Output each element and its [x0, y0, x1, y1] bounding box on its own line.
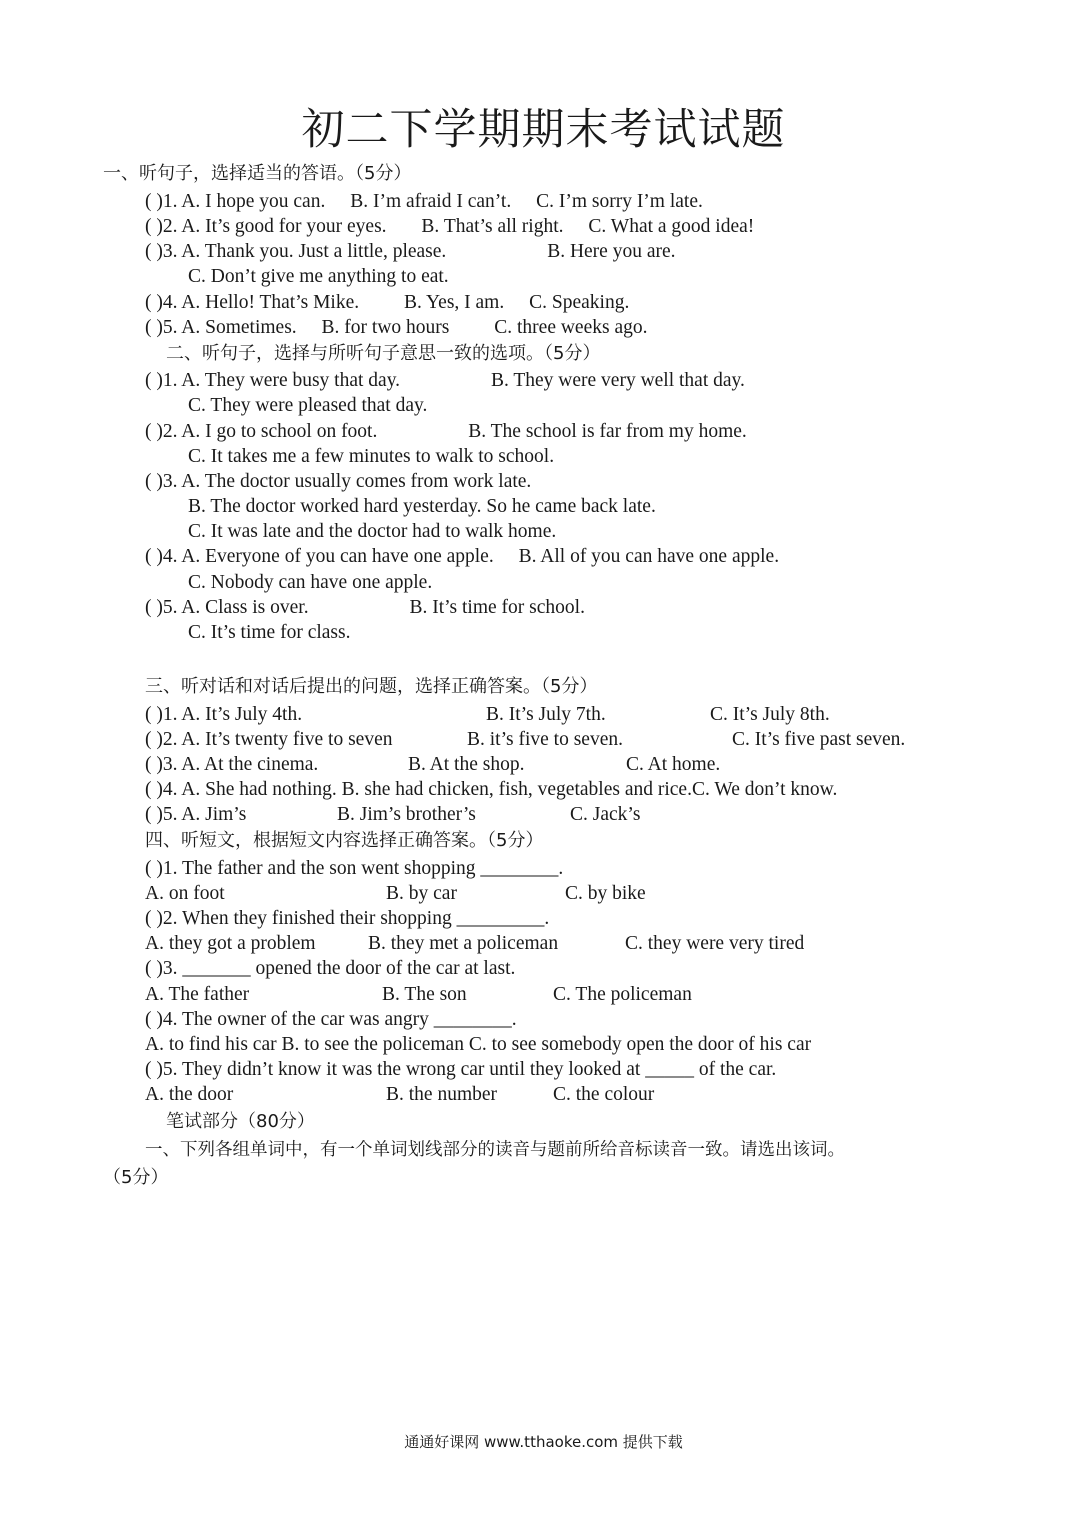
- part1-q5: [145, 317, 648, 339]
- part4-q5: ( )5. They didn’t know it was the wrong car until they looked at _____ of the car.: [145, 1059, 777, 1080]
- part2-q4: [145, 546, 779, 568]
- part3-q3: [145, 754, 721, 776]
- p3q1-c: C. It’s July 8th.: [710, 704, 830, 725]
- part4-q1-options: [145, 883, 646, 905]
- part2-q4-c: C. Nobody can have one apple.: [188, 572, 433, 593]
- part4-q4-options: A. to find his car B. to see the policeman C. to see somebody open the door of his car: [145, 1034, 812, 1055]
- part4-heading: 四、听短文，根据短文内容选择正确答案。（5分）: [145, 830, 544, 851]
- page-footer: 通通好课网 www.tthaoke.com 提供下载: [404, 1433, 683, 1451]
- part1-q3-c: C. Don’t give me anything to eat.: [188, 266, 449, 287]
- p2q2-b: B. The school is far from my home.: [468, 421, 747, 442]
- part1-q3: [145, 241, 676, 263]
- p3q5-b: B. Jim’s brother’s: [337, 804, 476, 825]
- written-sec1-line2: （5分）: [103, 1167, 169, 1188]
- p3q3-a: ( )3. A. At the cinema.: [145, 754, 319, 775]
- p4q5-a: A. the door: [145, 1084, 234, 1105]
- p4q2-a: A. they got a problem: [145, 933, 316, 954]
- part4-q3-options: [145, 984, 692, 1006]
- p3q2-a: ( )2. A. It’s twenty five to seven: [145, 729, 393, 750]
- part2-q3-b: B. The doctor worked hard yesterday. So he came back late.: [188, 496, 656, 517]
- p4q5-b: B. the number: [386, 1084, 498, 1105]
- p3q5-a: ( )5. A. Jim’s: [145, 804, 247, 825]
- q5-a: ( )5. A. Sometimes.: [145, 317, 297, 338]
- q1-b: B. I’m afraid I can’t.: [350, 191, 512, 212]
- part3-heading: 三、听对话和对话后提出的问题，选择正确答案。（5分）: [145, 676, 598, 697]
- p4q3-a: A. The father: [145, 984, 250, 1005]
- part1-q4: [145, 292, 629, 314]
- part3-q1: [145, 704, 830, 726]
- p2q1-b: B. They were very well that day.: [490, 370, 745, 391]
- p4q3-b: B. The son: [382, 984, 467, 1005]
- page-title: 初二下学期期末考试试题: [301, 105, 786, 155]
- p3q1-a: ( )1. A. It’s July 4th.: [145, 704, 303, 725]
- part4-q3: ( )3. _______ opened the door of the car at last.: [145, 958, 516, 979]
- part1-heading: 一、听句子，选择适当的答语。（5分）: [103, 163, 412, 184]
- part4-q2: ( )2. When they finished their shopping _________.: [145, 908, 550, 929]
- part2-q3: ( )3. A. The doctor usually comes from work late.: [145, 471, 532, 492]
- part4-q4: ( )4. The owner of the car was angry ________.: [145, 1009, 517, 1030]
- q1-c: C. I’m sorry I’m late.: [536, 191, 703, 212]
- q4-b: B. Yes, I am.: [404, 292, 505, 313]
- p4q1-a: A. on foot: [145, 883, 225, 904]
- part3-q4: ( )4. A. She had nothing. B. she had chicken, fish, vegetables and rice.C. We don’t know.: [145, 779, 838, 800]
- p4q3-c: C. The policeman: [553, 984, 692, 1005]
- written-heading: 笔试部分（80分）: [166, 1111, 315, 1132]
- p4q2-c: C. they were very tired: [625, 933, 805, 954]
- p3q3-b: B. At the shop.: [408, 754, 525, 775]
- p3q1-b: B. It’s July 7th.: [486, 704, 606, 725]
- part1-q1: [145, 191, 703, 213]
- p2q1-a: ( )1. A. They were busy that day.: [145, 370, 401, 391]
- q1-a: ( )1. A. I hope you can.: [145, 191, 326, 212]
- p3q3-c: C. At home.: [626, 754, 721, 775]
- part3-q2: [145, 729, 906, 751]
- q4-a: ( )4. A. Hello! That’s Mike.: [145, 292, 360, 313]
- p3q5-c: C. Jack’s: [570, 804, 641, 825]
- part4-q5-options: [145, 1084, 655, 1106]
- part2-q3-c: C. It was late and the doctor had to walk home.: [188, 521, 557, 542]
- part2-q2: [145, 421, 747, 443]
- q5-c: C. three weeks ago.: [494, 317, 648, 338]
- p3q2-c: C. It’s five past seven.: [732, 729, 906, 750]
- part2-q2-c: C. It takes me a few minutes to walk to school.: [188, 446, 555, 467]
- q3-a: ( )3. A. Thank you. Just a little, please.: [145, 241, 447, 262]
- part2-q5-c: C. It’s time for class.: [188, 622, 351, 643]
- p4q1-c: C. by bike: [565, 883, 646, 904]
- p3q2-b: B. it’s five to seven.: [467, 729, 623, 750]
- p2q4-a: ( )4. A. Everyone of you can have one apple.: [145, 546, 494, 567]
- p2q4-b: B. All of you can have one apple.: [518, 546, 780, 567]
- p4q5-c: C. the colour: [553, 1084, 655, 1105]
- q3-b: B. Here you are.: [547, 241, 676, 262]
- part4-q2-options: [145, 933, 805, 955]
- part3-q5: [145, 804, 641, 826]
- part2-q1: [145, 370, 745, 392]
- p4q2-b: B. they met a policeman: [368, 933, 559, 954]
- part2-q5: [145, 597, 585, 619]
- p2q5-a: ( )5. A. Class is over.: [145, 597, 309, 618]
- p4q1-b: B. by car: [386, 883, 457, 904]
- q2-a: ( )2. A. It’s good for your eyes.: [145, 216, 387, 237]
- q2-b: B. That’s all right.: [421, 216, 564, 237]
- q5-b: B. for two hours: [321, 317, 450, 338]
- q2-c: C. What a good idea!: [588, 216, 755, 237]
- part1-q2: [145, 216, 754, 238]
- part2-heading: 二、听句子，选择与所听句子意思一致的选项。（5分）: [166, 343, 601, 364]
- q4-c: C. Speaking.: [529, 292, 630, 313]
- part4-q1: ( )1. The father and the son went shopping ________.: [145, 858, 564, 879]
- p2q5-b: B. It’s time for school.: [409, 597, 585, 618]
- part2-q1-c: C. They were pleased that day.: [188, 395, 428, 416]
- written-sec1-line1: 一、下列各组单词中，有一个单词划线部分的读音与题前所给音标读音一致。请选出该词。: [145, 1140, 845, 1160]
- p2q2-a: ( )2. A. I go to school on foot.: [145, 421, 378, 442]
